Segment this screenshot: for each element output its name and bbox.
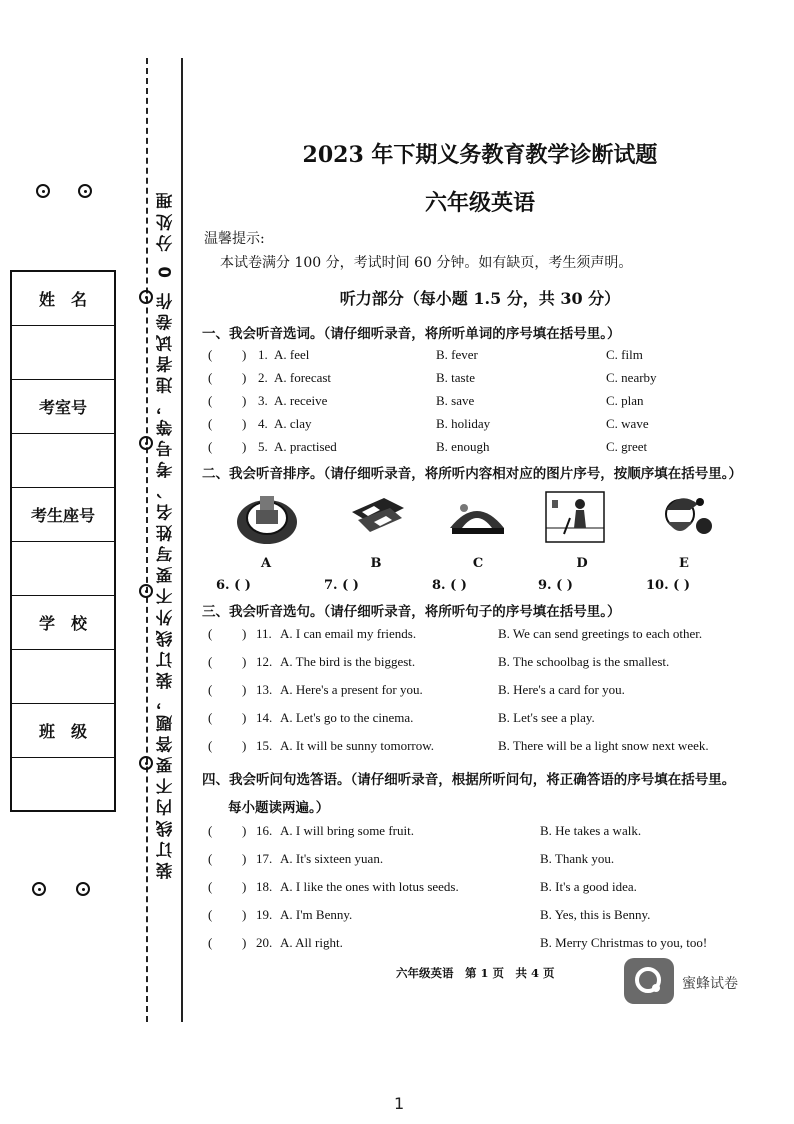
picture-d-sweeping-icon bbox=[542, 488, 608, 548]
answer-bracket-close[interactable]: ) bbox=[242, 738, 247, 753]
answer-bracket-close[interactable]: ) bbox=[242, 823, 247, 838]
option-c: C. wave bbox=[606, 416, 649, 431]
picture-a-mooncake-icon bbox=[234, 488, 300, 548]
answer-bracket-open[interactable]: ( bbox=[208, 879, 213, 894]
question-row bbox=[208, 738, 768, 760]
answer-bracket-open[interactable]: ( bbox=[208, 439, 213, 454]
question-row bbox=[208, 347, 768, 369]
info-field-name[interactable] bbox=[12, 326, 114, 380]
binding-hole-icon bbox=[78, 184, 92, 198]
option-c: C. plan bbox=[606, 393, 644, 408]
option-b: B. holiday bbox=[436, 416, 491, 431]
answer-bracket-open[interactable]: ( bbox=[208, 416, 213, 431]
option-b: B. Thank you. bbox=[540, 851, 615, 866]
answer-bracket-open[interactable]: ( bbox=[208, 370, 213, 385]
picture-label-c: C bbox=[472, 556, 484, 571]
answer-bracket-close[interactable]: ) bbox=[242, 393, 247, 408]
option-a: A. It's sixteen yuan. bbox=[280, 851, 384, 866]
question-row bbox=[208, 682, 768, 704]
answer-bracket-close[interactable]: ) bbox=[242, 347, 247, 362]
answer-bracket-open[interactable]: ( bbox=[208, 654, 213, 669]
answer-blank-7[interactable]: 7. ( ) bbox=[324, 578, 359, 593]
question-number: 11. bbox=[256, 626, 272, 641]
picture-label-e: E bbox=[679, 556, 689, 571]
picture-label-a: A bbox=[260, 556, 272, 571]
option-b: B. We can send greetings to each other. bbox=[498, 626, 703, 641]
answer-blank-8[interactable]: 8. ( ) bbox=[432, 578, 467, 593]
info-label-name: 姓 名 bbox=[12, 272, 114, 326]
answer-bracket-open[interactable]: ( bbox=[208, 682, 213, 697]
question-number: 12. bbox=[256, 654, 273, 669]
question-row bbox=[208, 370, 768, 392]
tips-heading: 温馨提示: bbox=[204, 231, 265, 247]
brand-logo bbox=[624, 958, 674, 1004]
binding-hole-icon bbox=[32, 882, 46, 896]
answer-bracket-close[interactable]: ) bbox=[242, 851, 247, 866]
answer-bracket-open[interactable]: ( bbox=[208, 935, 213, 950]
binding-mark-icon bbox=[139, 436, 153, 450]
question-number: 2. bbox=[258, 370, 268, 385]
option-b: B. Here's a card for you. bbox=[498, 682, 625, 697]
option-a: A. I like the ones with lotus seeds. bbox=[280, 879, 459, 894]
option-a: A. I'm Benny. bbox=[280, 907, 353, 922]
part1-title: 一、我会听音选词。（请仔细听录音，将所听单词的序号填在括号里。） bbox=[202, 326, 621, 342]
answer-blank-9[interactable]: 9. ( ) bbox=[538, 578, 573, 593]
option-b: B. He takes a walk. bbox=[540, 823, 642, 838]
binding-solid-line bbox=[181, 58, 183, 1022]
option-b: B. enough bbox=[436, 439, 490, 454]
exam-subject: 六年级英语 bbox=[424, 190, 535, 216]
answer-bracket-close[interactable]: ) bbox=[242, 416, 247, 431]
option-a: A. feel bbox=[274, 347, 310, 362]
binding-notice: 装订线内不要答题，装订线外不要写姓名、考号等，违者试卷作 0 分处理 bbox=[156, 188, 175, 880]
picture-c-snow-icon bbox=[444, 488, 510, 548]
option-a: A. Let's go to the cinema. bbox=[280, 710, 414, 725]
option-a: A. clay bbox=[274, 416, 312, 431]
info-label-seat: 考生座号 bbox=[12, 488, 114, 542]
option-a: A. I can email my friends. bbox=[280, 626, 417, 641]
question-row bbox=[208, 393, 768, 415]
binding-hole-icon bbox=[76, 882, 90, 896]
question-row bbox=[208, 851, 768, 873]
question-row bbox=[208, 626, 768, 648]
answer-blank-6[interactable]: 6. ( ) bbox=[216, 578, 251, 593]
binding-mark-icon bbox=[139, 756, 153, 770]
option-a: A. receive bbox=[274, 393, 328, 408]
option-b: B. There will be a light snow next week. bbox=[498, 738, 709, 753]
answer-bracket-open[interactable]: ( bbox=[208, 851, 213, 866]
question-row bbox=[208, 710, 768, 732]
brand-name: 蜜蜂试卷 bbox=[682, 976, 738, 992]
question-number: 18. bbox=[256, 879, 273, 894]
option-b: B. save bbox=[436, 393, 475, 408]
picture-b-chocolate-icon bbox=[344, 488, 410, 548]
question-number: 15. bbox=[256, 738, 273, 753]
listening-title: 听力部分（每小题 1.5 分，共 30 分） bbox=[339, 289, 621, 308]
answer-bracket-close[interactable]: ) bbox=[242, 879, 247, 894]
option-b: B. fever bbox=[436, 347, 478, 362]
option-a: A. The bird is the biggest. bbox=[280, 654, 416, 669]
option-a: A. forecast bbox=[274, 370, 332, 385]
answer-bracket-open[interactable]: ( bbox=[208, 907, 213, 922]
option-b: B. The schoolbag is the smallest. bbox=[498, 654, 670, 669]
option-b: B. Let's see a play. bbox=[498, 710, 595, 725]
tips-text: 本试卷满分 100 分，考试时间 60 分钟。如有缺页，考生须声明。 bbox=[220, 255, 633, 271]
answer-blank-10[interactable]: 10. ( ) bbox=[646, 578, 690, 593]
question-number: 1. bbox=[258, 347, 268, 362]
question-number: 5. bbox=[258, 439, 268, 454]
part3-title: 三、我会听音选句。（请仔细听录音，将所听句子的序号填在括号里。） bbox=[202, 604, 621, 620]
binding-mark-icon bbox=[139, 584, 153, 598]
question-number: 4. bbox=[258, 416, 268, 431]
binding-dashed-line bbox=[146, 58, 148, 1022]
exam-title: 2023 年下期义务教育教学诊断试题 bbox=[302, 142, 658, 168]
question-number: 17. bbox=[256, 851, 273, 866]
info-label-class: 班 级 bbox=[12, 704, 114, 758]
question-number: 19. bbox=[256, 907, 273, 922]
answer-bracket-open[interactable]: ( bbox=[208, 710, 213, 725]
answer-bracket-open[interactable]: ( bbox=[208, 626, 213, 641]
answer-bracket-close[interactable]: ) bbox=[242, 654, 247, 669]
info-field-seat[interactable] bbox=[12, 542, 114, 596]
question-row bbox=[208, 439, 768, 461]
option-c: C. nearby bbox=[606, 370, 657, 385]
part4-title-cont: 每小题读两遍。） bbox=[228, 800, 330, 816]
question-row bbox=[208, 416, 768, 438]
option-a: A. It will be sunny tomorrow. bbox=[280, 738, 435, 753]
answer-bracket-close[interactable]: ) bbox=[242, 935, 247, 950]
answer-bracket-open[interactable]: ( bbox=[208, 823, 213, 838]
option-b: B. Yes, this is Benny. bbox=[540, 907, 651, 922]
question-number: 20. bbox=[256, 935, 273, 950]
question-row bbox=[208, 935, 768, 957]
binding-mark-icon bbox=[139, 290, 153, 304]
picture-label-d: D bbox=[576, 556, 588, 571]
option-b: B. taste bbox=[436, 370, 475, 385]
option-a: A. All right. bbox=[280, 935, 343, 950]
part4-title: 四、我会听问句选答语。（请仔细听录音，根据所听问句，将正确答语的序号填在括号里。 bbox=[202, 772, 736, 788]
option-c: C. film bbox=[606, 347, 643, 362]
option-a: A. Here's a present for you. bbox=[280, 682, 423, 697]
answer-bracket-open[interactable]: ( bbox=[208, 738, 213, 753]
question-number: 14. bbox=[256, 710, 273, 725]
part2-title: 二、我会听音排序。（请仔细听录音，将所听内容相对应的图片序号，按顺序填在括号里。） bbox=[202, 466, 742, 482]
question-number: 3. bbox=[258, 393, 268, 408]
info-field-class[interactable] bbox=[12, 758, 114, 812]
option-b: B. It's a good idea. bbox=[540, 879, 637, 894]
answer-bracket-close[interactable]: ) bbox=[242, 710, 247, 725]
option-a: A. practised bbox=[274, 439, 337, 454]
question-row bbox=[208, 654, 768, 676]
info-field-school[interactable] bbox=[12, 650, 114, 704]
question-number: 16. bbox=[256, 823, 273, 838]
info-field-room[interactable] bbox=[12, 434, 114, 488]
info-label-room: 考室号 bbox=[12, 380, 114, 434]
answer-bracket-close[interactable]: ) bbox=[242, 439, 247, 454]
binding-hole-icon bbox=[36, 184, 50, 198]
picture-e-santa-icon bbox=[650, 488, 716, 548]
answer-bracket-close[interactable]: ) bbox=[242, 682, 247, 697]
question-row bbox=[208, 823, 768, 845]
question-row bbox=[208, 879, 768, 901]
option-c: C. greet bbox=[606, 439, 648, 454]
answer-bracket-close[interactable]: ) bbox=[242, 907, 247, 922]
info-label-school: 学 校 bbox=[12, 596, 114, 650]
question-number: 13. bbox=[256, 682, 273, 697]
picture-label-b: B bbox=[370, 556, 382, 571]
option-b: B. Merry Christmas to you, too! bbox=[540, 935, 708, 950]
student-info-box bbox=[10, 270, 116, 812]
page-number: 1 bbox=[394, 1094, 405, 1113]
answer-bracket-close[interactable]: ) bbox=[242, 370, 247, 385]
answer-bracket-close[interactable]: ) bbox=[242, 626, 247, 641]
page-footer: 六年级英语 第 1 页 共 4 页 bbox=[396, 966, 555, 980]
question-row bbox=[208, 907, 768, 929]
option-a: A. I will bring some fruit. bbox=[280, 823, 414, 838]
answer-bracket-open[interactable]: ( bbox=[208, 347, 213, 362]
answer-bracket-open[interactable]: ( bbox=[208, 393, 213, 408]
